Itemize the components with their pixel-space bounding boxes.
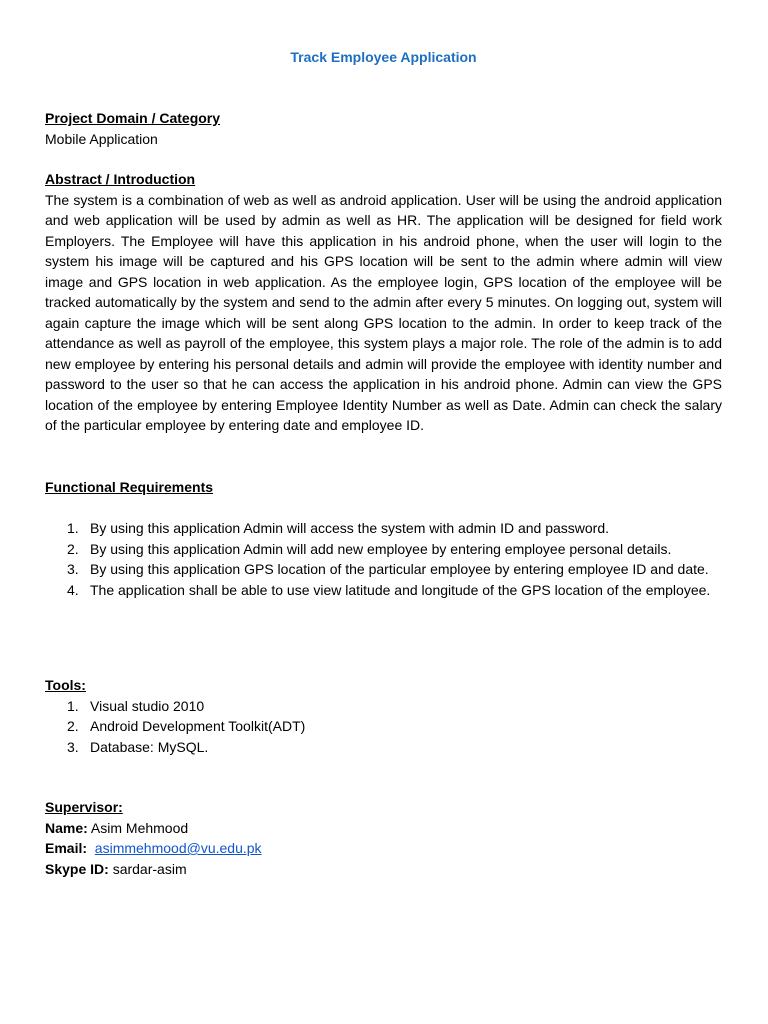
list-item (45, 539, 722, 560)
list-number: 1. (67, 520, 79, 536)
skype-label: Skype ID: (45, 860, 109, 877)
abstract-text: The system is a combination of web as well as android application. User will be using the android application and web application will be used by admin as well as HR. The application will be designed for field work Employers. The Employee will have this application in his android phone, when the user will login to the system his image will be captured and his GPS location will be sent to the admin where admin will view image and GPS location in web application. As the employee login, GPS location of the employee will be tracked automatically by the system and send to the admin after every 5 minutes. On logging out, system will again capture the image which will be sent along GPS location to the admin. In order to keep track of the attendance as well as payroll of the employee, this system plays a major role. The role of the admin is to add new employee by entering his personal details and admin will provide the employee with identity number and password to the user so that he can access the application in his android phone. Admin can view the GPS location of the employee by entering Employee Identity Number as well as Date. Admin can check the salary of the particular employee by entering date and employee ID. (45, 191, 722, 433)
tools-list (45, 696, 722, 758)
functional-list (45, 518, 722, 600)
list-text: By using this application Admin will add new employee by entering employee personal details. (90, 540, 672, 557)
list-text: The application shall be able to use view latitude and longitude of the GPS location of the employee. (90, 581, 711, 598)
list-text: Android Development Toolkit(ADT) (90, 718, 306, 734)
email-link[interactable]: asimmehmood@vu.edu.pk (94, 840, 262, 856)
list-text: Visual studio 2010 (90, 697, 205, 714)
list-number: 2. (67, 540, 79, 557)
functional-section (45, 477, 722, 498)
domain-section (45, 108, 722, 149)
list-text: By using this application GPS location of the particular employee by entering employee ID and date. (90, 561, 709, 577)
supervisor-section (45, 797, 722, 879)
supervisor-skype-row (45, 859, 722, 880)
name-value: Asim Mehmood (87, 819, 189, 836)
list-item (45, 518, 722, 539)
supervisor-heading: Supervisor: (45, 799, 123, 815)
supervisor-email-row (45, 838, 722, 859)
functional-list-wrap (45, 518, 722, 600)
list-number: 2. (67, 718, 79, 734)
list-number: 3. (67, 561, 79, 577)
domain-value: Mobile Application (45, 130, 158, 147)
list-number: 1. (67, 697, 79, 714)
list-item (45, 737, 722, 758)
list-text: By using this application Admin will access the system with admin ID and password. (90, 520, 610, 536)
tools-section (45, 675, 722, 757)
list-text: Database: MySQL. (90, 738, 209, 755)
name-label: Name: (45, 819, 88, 836)
list-number: 4. (67, 581, 79, 598)
abstract-section (45, 169, 722, 436)
list-item (45, 559, 722, 580)
supervisor-name-row (45, 818, 722, 839)
skype-value: sardar-asim (108, 860, 187, 877)
list-item (45, 716, 722, 737)
domain-heading: Project Domain / Category (45, 110, 221, 126)
list-number: 3. (67, 738, 79, 755)
tools-heading: Tools: (45, 677, 86, 693)
list-item (45, 580, 722, 601)
abstract-heading: Abstract / Introduction (45, 171, 196, 187)
email-label: Email: (45, 840, 88, 856)
document-title: Track Employee Application (290, 49, 477, 65)
list-item (45, 696, 722, 717)
functional-heading: Functional Requirements (45, 479, 214, 495)
